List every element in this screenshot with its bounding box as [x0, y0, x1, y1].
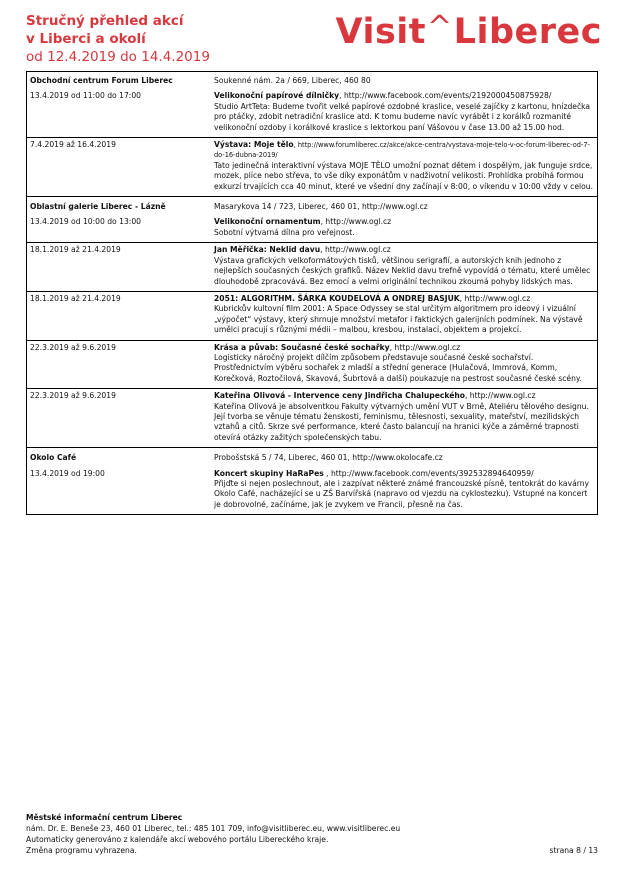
- event-description: Kateřina Olivová je absolventkou Fakulty výtvarných umění VUT v Brně, Ateliéru tělového designu. Její tvorba se věnuje tématu ženskosti, feminismu, tělesnosti, sexuality, mateřství, mezilidských vztahů a citů. Skrze své performance, které často balancují na hranici kýče a záměrné trapnosti otevírá otázky zažitých společenských tabu.: [214, 401, 589, 442]
- logo-word-visit: Visit: [335, 12, 427, 52]
- venue-address: Masarykova 14 / 723, Liberec, 460 01, http://www.ogl.cz: [214, 202, 428, 212]
- venue-name: Oblastní galerie Liberec - Lázně: [30, 202, 166, 212]
- event-description: Studio ArtTeta: Budeme tvořit velké papírové ozdobné kraslice, veselé zajíčky z kartonu, hnízdečka pro ptáčky, zdobit netradiční kraslice atd. K tomu budeme navíc vyrábět i z korálků rozmanité velikonoční ozdoby i korálkové kraslice s lektorkou paní Vášovou v čase 13.00 až 15.00 hod.: [214, 101, 591, 132]
- event-description: Logisticky náročný projekt dílčím způsobem představuje současné české sochařství. Prostřednictvím výběru sochařek z mladší a střední generace (Hulačová, Immrová, Komm, Korečková, Roztočilová, Skavová, Šubrtová a další) poukazuje na pestrost současné české scény.: [214, 352, 582, 383]
- title-line-1: Stručný přehled akcí: [26, 13, 184, 29]
- event-name: Jan Měřička: Neklid davu: [214, 245, 321, 255]
- footer-org: Městské informační centrum Liberec: [26, 813, 183, 822]
- venue-row: [26, 197, 598, 216]
- footer-note-change: Změna programu vyhrazena.: [26, 846, 137, 855]
- event-date: 13.4.2019 od 11:00 do 17:00: [26, 89, 210, 137]
- event-date: 7.4.2019 až 16.4.2019: [26, 138, 210, 197]
- footer-note-generated: Automaticky generováno z kalendáře akcí webového portálu Libereckého kraje.: [26, 835, 329, 844]
- event-row: [26, 291, 598, 340]
- event-date: 22.3.2019 až 9.6.2019: [26, 389, 210, 448]
- event-detail: [210, 215, 598, 242]
- event-description: Kubrickův kultovní film 2001: A Space Odyssey se stal určitým algoritmem pro ideový i vizuální „výpočet“ výstavy, který shrnuje množství metafor i faktických galerijních podmínek. Na výstavě umělci pracují s různými médii – malbou, kresbou, instalací, objektem a projekcí.: [214, 304, 583, 335]
- event-link[interactable]: , http://www.ogl.cz: [320, 217, 392, 227]
- venue-row: [26, 71, 598, 89]
- logo-word-liberec: Liberec: [453, 12, 602, 52]
- event-description: Přijďte si nejen poslechnout, ale i zazpívat některé známé francouzské písně, tentokrát do kavárny Okolo Café, nacházející se u ZŠ Barvířská (napravo od vjezdu na cyklostezku). Vstupné na koncert je dobrovolné, začínáme, jak je zvykem ve Francii, přesně na čas.: [214, 479, 590, 509]
- event-row: [26, 243, 598, 292]
- event-row: [26, 467, 598, 515]
- event-row: [26, 215, 598, 242]
- event-name: Výstava: Moje tělo: [214, 140, 294, 150]
- event-name: Koncert skupiny HaRaPes: [214, 468, 324, 478]
- event-date: 18.1.2019 až 21.4.2019: [26, 291, 210, 340]
- event-description: Tato jedinečná interaktivní výstava MOJE TĚLO umožní poznat dětem i dospělým, jak funguje srdce, mozek, plíce nebo střeva, to vše díky exponátům v nadživotní velikosti. Prohlídka probíhá formou exkurzí trvajících cca 40 minut, které ve všední dny začínají v 8:00, o víkendu v 10:00 vždy v celou.: [214, 160, 593, 191]
- event-date: 13.4.2019 od 10:00 do 13:00: [26, 215, 210, 242]
- venue-name: Okolo Café: [30, 453, 77, 463]
- event-link[interactable]: , http://www.ogl.cz: [464, 391, 536, 401]
- event-detail: [210, 291, 598, 340]
- page-header: [26, 12, 602, 68]
- event-link[interactable]: , http://www.forumliberec.cz/akce/akce-centra/vystava-moje-telo-v-oc-forum-liberec-od-7-do-16-dubna-2019/: [214, 141, 590, 160]
- event-description: Sobotní výtvarná dílna pro veřejnost.: [214, 227, 355, 237]
- event-link[interactable]: , http://www.facebook.com/events/392532894640959/: [323, 468, 534, 478]
- event-name: Krása a půvab: Současné české sochařky: [214, 342, 390, 352]
- event-row: [26, 340, 598, 389]
- event-description: Výstava grafických velkoformátových tisků, většinou serigrafií, a autorských knih jednoho z nejlepších současných českých grafiků. Název Neklid davu trefně vypovídá o tématu, které umělec dlouhodobě zpracovává. Bez emocí a velmi originální technikou zkoumá pohyby lidských mas.: [214, 255, 591, 286]
- event-detail: [210, 243, 598, 292]
- visit-liberec-logo: [335, 12, 602, 54]
- event-link[interactable]: , http://www.ogl.cz: [459, 293, 531, 303]
- venue-row: [26, 448, 598, 467]
- events-table: [26, 71, 598, 515]
- event-row: [26, 138, 598, 197]
- event-row: [26, 389, 598, 448]
- event-date: 18.1.2019 až 21.4.2019: [26, 243, 210, 292]
- event-date: 22.3.2019 až 9.6.2019: [26, 340, 210, 389]
- venue-address: Probošstská 5 / 74, Liberec, 460 01, http://www.okolocafe.cz: [214, 453, 443, 463]
- logo-caret: ^: [427, 10, 453, 45]
- event-name: Kateřina Olivová - Intervence ceny Jindřicha Chalupeckého: [214, 391, 465, 401]
- footer-contact: nám. Dr. E. Beneše 23, 460 01 Liberec, tel.: 485 101 709, info@visitliberec.eu, www.visitliberec.eu: [26, 824, 401, 833]
- event-detail: [210, 89, 598, 137]
- event-date: 13.4.2019 od 19:00: [26, 467, 210, 515]
- page-number: strana 8 / 13: [549, 846, 598, 855]
- event-row: [26, 89, 598, 137]
- event-link[interactable]: , http://www.ogl.cz: [389, 342, 461, 352]
- event-name: 2051: ALGORITHM. ŠÁRKA KOUDELOVÁ A ONDREJ BASJUK: [214, 293, 460, 303]
- event-name: Velikonoční papírové dílničky: [214, 91, 340, 101]
- event-detail: [210, 138, 598, 197]
- event-link[interactable]: , http://www.facebook.com/events/2192000450875928/: [339, 91, 552, 101]
- title-line-2: v Liberci a okolí: [26, 31, 146, 47]
- event-detail: [210, 467, 598, 515]
- title-date-range: od 12.4.2019 do 14.4.2019: [26, 49, 210, 65]
- venue-address: Soukenné nám. 2a / 669, Liberec, 460 80: [214, 76, 371, 85]
- venue-name: Obchodní centrum Forum Liberec: [30, 76, 173, 85]
- event-name: Velikonoční ornamentum: [214, 217, 321, 227]
- event-link[interactable]: , http://www.ogl.cz: [320, 245, 391, 255]
- event-detail: [210, 389, 598, 448]
- event-detail: [210, 340, 598, 389]
- page-footer: [26, 812, 598, 856]
